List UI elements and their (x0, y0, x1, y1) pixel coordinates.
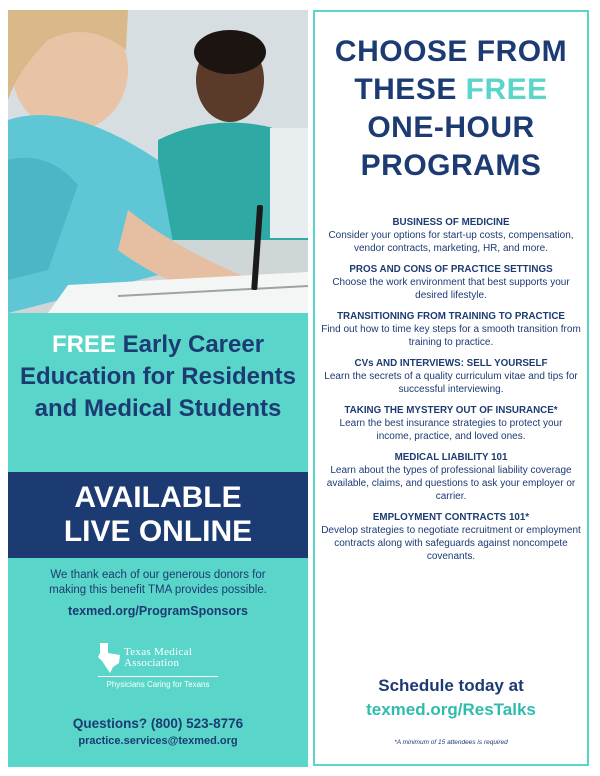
logo-wordmark (124, 647, 192, 669)
title-line-2 (313, 71, 589, 109)
logo-line-2: Association (124, 657, 180, 669)
program-description: Learn about the types of professional liability coverage available, claims, and questions to ask your employer or carrier. (326, 465, 576, 502)
programs-title (313, 33, 589, 185)
texas-state-icon (98, 643, 120, 673)
tma-logo (98, 643, 218, 693)
title-line-3: ONE-HOUR (367, 111, 535, 144)
program-item (321, 405, 581, 443)
title-line-1: CHOOSE FROM (334, 35, 568, 68)
headline-free: FREE (51, 331, 116, 358)
residents-photo (8, 10, 308, 313)
program-description: Learn the best insurance strategies to protect your income, practice, and loved ones. (339, 418, 563, 442)
program-list (321, 217, 581, 572)
headline (8, 329, 308, 425)
program-description: Develop strategies to negotiate recruitment or employment contracts along with safeguards against noncompete covenants. (321, 525, 581, 562)
program-description: Choose the work environment that best supports your desired lifestyle. (332, 277, 570, 301)
title-these: THESE (354, 73, 466, 106)
logo-line-1: Texas Medical (124, 646, 193, 658)
program-title: TAKING THE MYSTERY OUT OF INSURANCE* (344, 405, 558, 416)
logo-tagline: Physicians Caring for Texans (106, 680, 210, 689)
headline-text: Early Career Education for Residents and Medical Students (19, 331, 297, 422)
title-line-4: PROGRAMS (360, 149, 542, 182)
attendee-footnote: *A minimum of 15 attendees is required (394, 739, 508, 746)
program-description: Learn the secrets of a quality curriculum vitae and tips for successful interviewing. (324, 371, 578, 395)
available-live-online-banner (8, 472, 308, 558)
program-sponsors-link[interactable]: texmed.org/ProgramSponsors (68, 604, 248, 618)
contact-email[interactable]: practice.services@texmed.org (78, 735, 238, 747)
logo-divider (98, 676, 218, 677)
restalks-link[interactable]: texmed.org/ResTalks (366, 700, 536, 719)
program-item (321, 452, 581, 503)
program-item (321, 358, 581, 396)
questions-phone[interactable]: Questions? (800) 523-8776 (72, 716, 244, 731)
program-title: TRANSITIONING FROM TRAINING TO PRACTICE (337, 311, 565, 322)
schedule-heading: Schedule today at (378, 676, 524, 695)
available-line-2: LIVE ONLINE (63, 515, 253, 548)
program-title: MEDICAL LIABILITY 101 (394, 452, 508, 463)
program-item (321, 217, 581, 255)
program-title: PROS AND CONS OF PRACTICE SETTINGS (349, 264, 553, 275)
program-item (321, 512, 581, 563)
donor-thanks: We thank each of our generous donors for making this benefit TMA provides possible. (49, 569, 267, 596)
photo-illustration (8, 10, 308, 313)
program-title: BUSINESS OF MEDICINE (392, 217, 510, 228)
title-free: FREE (465, 73, 548, 106)
program-item (321, 311, 581, 349)
available-line-1: AVAILABLE (74, 481, 242, 514)
program-description: Consider your options for start-up costs, compensation, vendor contracts, marketing, HR, and more. (328, 230, 574, 254)
program-title: CVs AND INTERVIEWS: SELL YOURSELF (354, 358, 548, 369)
program-item (321, 264, 581, 302)
program-title: EMPLOYMENT CONTRACTS 101* (372, 512, 530, 523)
program-description: Find out how to time key steps for a smooth transition from training to practice. (321, 324, 581, 348)
